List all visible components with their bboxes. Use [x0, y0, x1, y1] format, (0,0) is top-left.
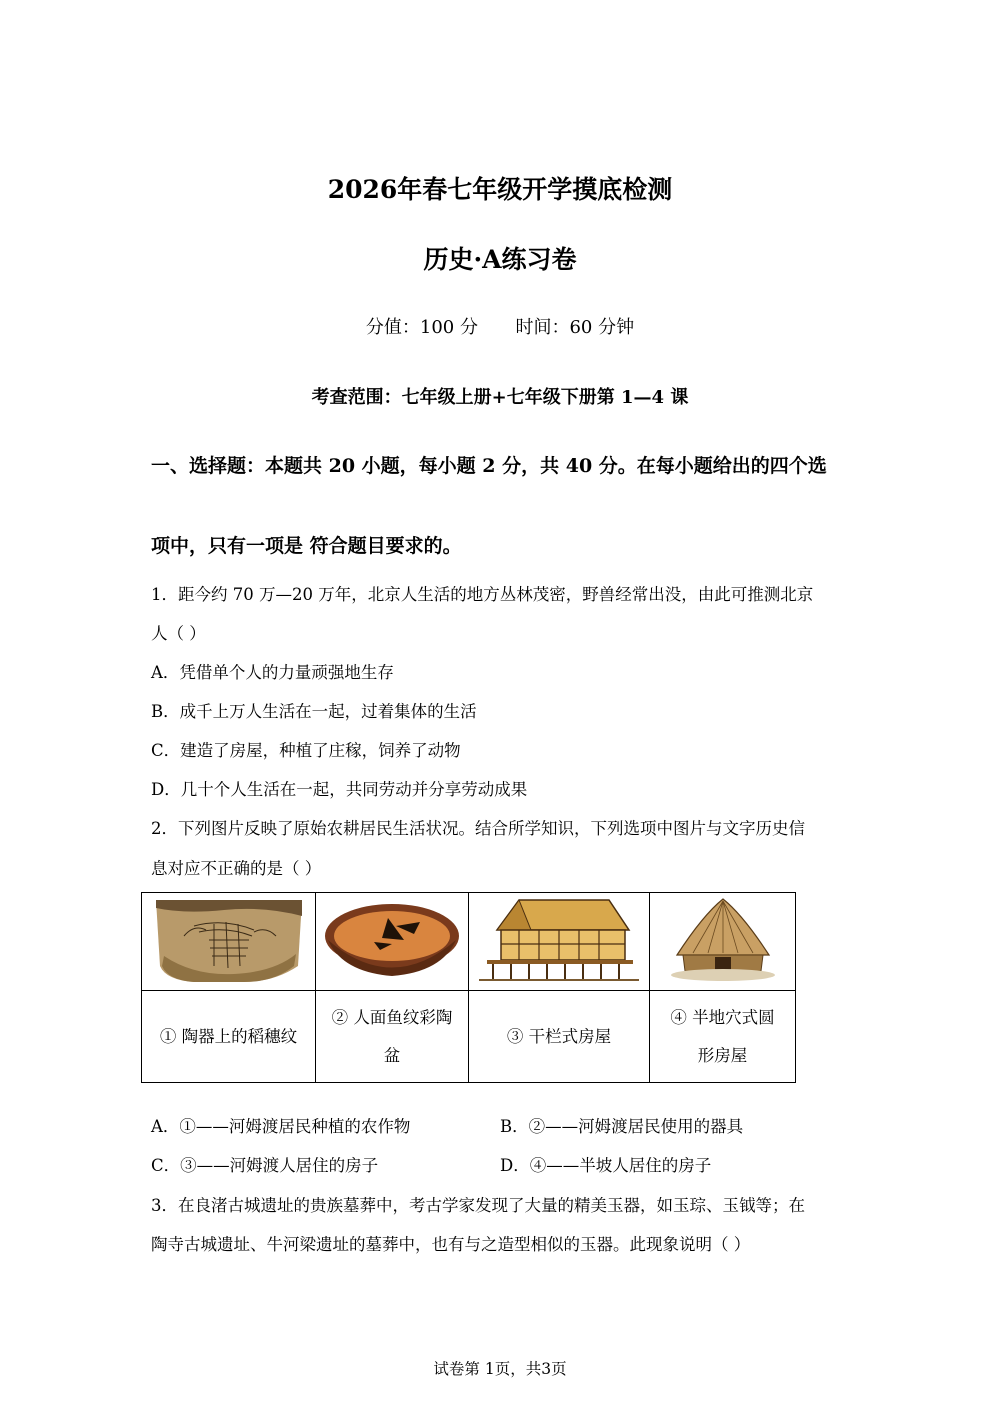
- q2-image-cell-3: [469, 893, 650, 991]
- q1-option-c: C．建造了房屋，种植了庄稼，饲养了动物: [151, 741, 461, 760]
- section-heading-line2: 项中，只有一项是 符合题目要求的。: [151, 535, 462, 557]
- exam-title: 2026年春七年级开学摸底检测: [327, 175, 673, 204]
- q1-option-d: D．几十个人生活在一起，共同劳动并分享劳动成果: [151, 780, 528, 799]
- q2-picture-table: [141, 892, 796, 1083]
- q2-option-c: C．③——河姆渡人居住的房子: [151, 1156, 379, 1175]
- round-semi-pit-house-image: [663, 895, 783, 985]
- q2-caption-4: [650, 991, 796, 1083]
- q2-option-b: B．②——河姆渡居民使用的器具: [500, 1117, 744, 1136]
- pottery-rice-pattern-image: [154, 896, 304, 984]
- caption-1-line1: ① 陶器上的稻穗纹: [159, 1026, 298, 1046]
- section-heading-line1: 一、选择题：本题共 20 小题，每小题 2 分，共 40 分。在每小题给出的四个选: [151, 455, 827, 477]
- caption-4-line2: 形房屋: [697, 1045, 748, 1065]
- q1-option-b: B．成千上万人生活在一起，过着集体的生活: [151, 702, 477, 721]
- q1-option-a: A．凭借单个人的力量顽强地生存: [151, 663, 394, 682]
- caption-4-line1: ④ 半地穴式圆: [670, 1007, 775, 1027]
- q2-image-cell-4: [650, 893, 796, 991]
- q2-option-d: D．④——半坡人居住的房子: [500, 1156, 712, 1175]
- score-time-line: [0, 313, 1000, 339]
- q2-caption-1: [142, 991, 316, 1083]
- caption-3-line1: ③ 干栏式房屋: [506, 1026, 612, 1046]
- caption-2-line2: 盆: [383, 1045, 401, 1065]
- fish-face-basin-image: [322, 900, 462, 980]
- page-footer: 试卷第 1页，共3页: [433, 1360, 567, 1378]
- q2-option-a: A．①——河姆渡居民种植的农作物: [151, 1117, 411, 1136]
- q2-stem-line1: 2．下列图片反映了原始农耕居民生活状况。结合所学知识，下列选项中图片与文字历史信: [151, 819, 805, 838]
- q3-stem-line1: 3．在良渚古城遗址的贵族墓葬中，考古学家发现了大量的精美玉器，如玉琮、玉钺等；在: [151, 1196, 805, 1215]
- stilt-house-image: [479, 896, 639, 984]
- q2-image-cell-1: [142, 893, 316, 991]
- exam-subtitle: 历史·A练习卷: [423, 245, 577, 274]
- q3-stem-line2: 陶寺古城遗址、牛河梁遗址的墓葬中，也有与之造型相似的玉器。此现象说明（ ）: [151, 1235, 751, 1254]
- q1-stem-line2: 人（ ）: [151, 624, 206, 643]
- q2-image-cell-2: [316, 893, 469, 991]
- time-text: 时间：60 分钟: [515, 317, 635, 338]
- q2-stem-line2: 息对应不正确的是（ ）: [151, 859, 322, 878]
- caption-2-line1: ② 人面鱼纹彩陶: [331, 1007, 453, 1027]
- q2-caption-2: [316, 991, 469, 1083]
- q2-caption-3: [469, 991, 650, 1083]
- q1-stem-line1: 1．距今约 70 万—20 万年，北京人生活的地方丛林茂密，野兽经常出没，由此可推测北京: [151, 585, 814, 604]
- score-text: 分值：100 分: [365, 317, 478, 338]
- exam-scope: 考查范围：七年级上册+七年级下册第 1—4 课: [311, 387, 689, 408]
